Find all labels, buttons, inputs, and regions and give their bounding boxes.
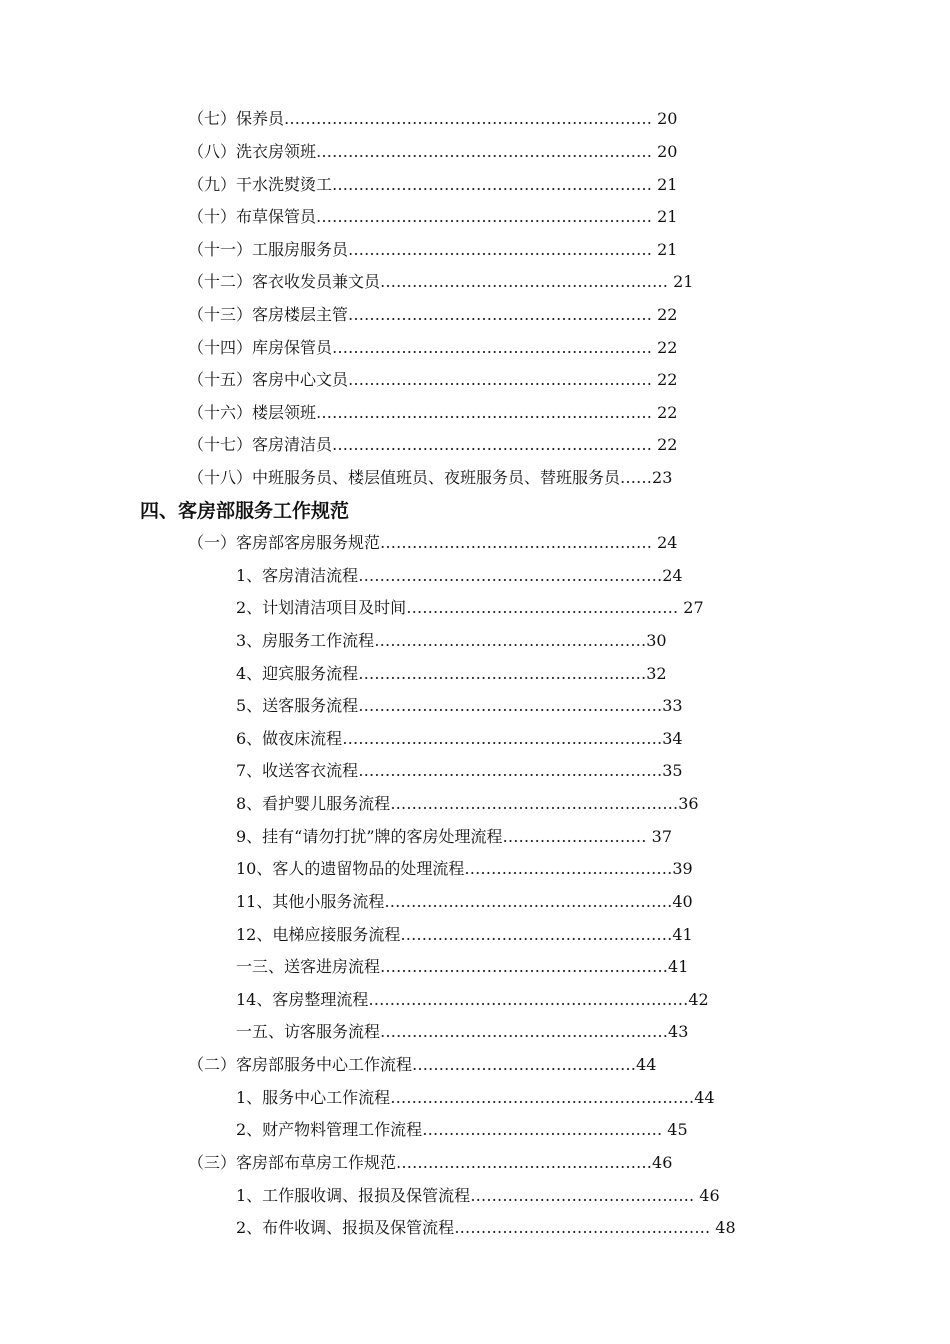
toc-page-number: 20 — [657, 109, 678, 128]
toc-entry-title: 5、送客服务流程 — [236, 696, 359, 715]
toc-entry-title: 6、做夜床流程 — [236, 729, 343, 748]
toc-entry-title: 一三、送客进房流程 — [236, 957, 381, 976]
toc-entry — [188, 204, 768, 230]
toc-entry-title: 3、房服务工作流程 — [236, 631, 375, 650]
toc-entry-title: 2、财产物料管理工作流程 — [236, 1120, 423, 1139]
toc-entry — [188, 139, 768, 165]
toc-entry — [188, 432, 768, 458]
dot-leader: …………………………………………… — [374, 631, 647, 650]
toc-entry — [236, 889, 776, 915]
toc-entry — [188, 1150, 768, 1176]
toc-entry — [188, 335, 768, 361]
dot-leader: ………………………………………………… — [358, 761, 663, 780]
toc-entry — [236, 1183, 776, 1209]
dot-leader: ……………………………………………… — [380, 1022, 669, 1041]
toc-entry-title: （十八）中班服务员、楼层值班员、夜班服务员、替班服务员 — [188, 468, 621, 487]
toc-entry — [236, 1019, 776, 1045]
toc-page-number: 45 — [667, 1120, 688, 1139]
toc-page-number: 21 — [657, 175, 678, 194]
toc-page-number: 44 — [636, 1055, 657, 1074]
toc-page-number: 24 — [657, 533, 678, 552]
toc-page-number: 24 — [662, 566, 683, 585]
toc-page-number: 22 — [657, 305, 678, 324]
dot-leader: ……………………………………………… — [358, 664, 647, 683]
dot-leader: …………………………………………………… — [332, 338, 658, 357]
dot-leader: …………………………………………… — [406, 598, 684, 617]
dot-leader: …………………………………………………… — [342, 729, 663, 748]
toc-page-number: 43 — [668, 1022, 689, 1041]
toc-entry — [188, 530, 768, 556]
toc-page-number: 44 — [694, 1088, 715, 1107]
toc-page-number: 21 — [673, 272, 694, 291]
dot-leader: ………………………………… — [464, 859, 673, 878]
dot-leader: ………………………………………… — [396, 1153, 653, 1172]
toc-entry — [188, 237, 768, 263]
toc-page-number: 21 — [657, 207, 678, 226]
toc-entry-title: （十）布草保管员 — [188, 207, 317, 226]
dot-leader: …………………………………………………………… — [284, 109, 658, 128]
toc-page-number: 40 — [672, 892, 693, 911]
dot-leader: ………………………………………………… — [358, 566, 663, 585]
dot-leader: ………………………………………………… — [348, 370, 658, 389]
dot-leader: ……………………………………………………… — [316, 142, 658, 161]
toc-entry-title: （十二）客衣收发员兼文员 — [188, 272, 381, 291]
toc-entry-title: 7、收送客衣流程 — [236, 761, 359, 780]
toc-entry — [188, 465, 768, 491]
toc-entry-title: 9、挂有“请勿打扰”牌的客房处理流程 — [236, 827, 503, 846]
toc-entry-title: 14、客房整理流程 — [236, 990, 369, 1009]
toc-page-number: 32 — [646, 664, 667, 683]
toc-entry-title: 2、布件收调、报损及保管流程 — [236, 1218, 455, 1237]
toc-entry-title: （二）客房部服务中心工作流程 — [188, 1055, 413, 1074]
toc-page-number: 37 — [651, 827, 672, 846]
dot-leader: ……………………………………………… — [384, 892, 673, 911]
toc-entry — [188, 302, 768, 328]
dot-leader: ……………………… — [502, 827, 652, 846]
dot-leader: ……………………………………………… — [380, 272, 674, 291]
toc-entry — [236, 1215, 776, 1241]
toc-entry-title: （三）客房部布草房工作规范 — [188, 1153, 397, 1172]
toc-entry — [236, 595, 776, 621]
toc-entry-title: 一五、访客服务流程 — [236, 1022, 381, 1041]
toc-entry-title: 8、看护婴儿服务流程 — [236, 794, 391, 813]
toc-page-number: 36 — [678, 794, 699, 813]
toc-entry — [188, 172, 768, 198]
dot-leader: ……………………………………………………… — [316, 207, 658, 226]
toc-entry-title: 10、客人的遗留物品的处理流程 — [236, 859, 465, 878]
dot-leader: …………………………………… — [470, 1186, 700, 1205]
toc-page-number: 22 — [657, 370, 678, 389]
toc-entry-title: （一）客房部客房服务规范 — [188, 533, 381, 552]
toc-entry — [188, 367, 768, 393]
toc-entry — [236, 628, 776, 654]
toc-entry — [236, 758, 776, 784]
toc-entry-title: （九）干水洗熨烫工 — [188, 175, 333, 194]
toc-entry — [236, 987, 776, 1013]
toc-entry-title: （十一）工服房服务员 — [188, 240, 349, 259]
toc-page-number: 48 — [715, 1218, 736, 1237]
dot-leader: ……………………………………………… — [390, 794, 679, 813]
toc-entry — [236, 693, 776, 719]
toc-entry — [188, 1052, 768, 1078]
dot-leader: …………………………………………………… — [332, 435, 658, 454]
toc-page-number: 41 — [672, 925, 693, 944]
toc-entry — [236, 824, 776, 850]
toc-entry-title: 11、其他小服务流程 — [236, 892, 385, 911]
toc-entry — [236, 954, 776, 980]
toc-page-number: 46 — [699, 1186, 720, 1205]
dot-leader: …………………………………… — [412, 1055, 637, 1074]
toc-page-number: 20 — [657, 142, 678, 161]
toc-entry — [236, 563, 776, 589]
toc-entry-title: （十七）客房清洁员 — [188, 435, 333, 454]
toc-entry — [236, 1085, 776, 1111]
dot-leader: …… — [620, 468, 653, 487]
toc-entry — [236, 1117, 776, 1143]
toc-page-number: 21 — [657, 240, 678, 259]
toc-page-number: 22 — [657, 435, 678, 454]
toc-page-number: 27 — [683, 598, 704, 617]
dot-leader: …………………………………………… — [400, 925, 673, 944]
toc-entry-title: （十六）楼层领班 — [188, 403, 317, 422]
toc-entry — [188, 400, 768, 426]
toc-page-number: 42 — [688, 990, 709, 1009]
toc-entry — [236, 661, 776, 687]
toc-page-number: 30 — [646, 631, 667, 650]
toc-entry-title: 1、工作服收调、报损及保管流程 — [236, 1186, 471, 1205]
toc-entry-title: （十三）客房楼层主管 — [188, 305, 349, 324]
toc-page-number: 22 — [657, 403, 678, 422]
dot-leader: ……………………………………… — [422, 1120, 668, 1139]
toc-entry-title: 12、电梯应接服务流程 — [236, 925, 401, 944]
dot-leader: ………………………………………………… — [348, 305, 658, 324]
toc-entry — [236, 922, 776, 948]
section-heading: 四、客房部服务工作规范 — [140, 500, 350, 522]
toc-entry — [236, 856, 776, 882]
toc-entry-title: 1、客房清洁流程 — [236, 566, 359, 585]
toc-entry-title: （八）洗衣房领班 — [188, 142, 317, 161]
dot-leader: ………………………………………………… — [390, 1088, 695, 1107]
toc-entry — [236, 791, 776, 817]
toc-page-number: 34 — [662, 729, 683, 748]
toc-page-number: 23 — [652, 468, 673, 487]
dot-leader: ………………………………………………… — [358, 696, 663, 715]
toc-entry — [188, 106, 768, 132]
toc-entry-title: （十四）库房保管员 — [188, 338, 333, 357]
toc-page-number: 33 — [662, 696, 683, 715]
toc-entry-title: 1、服务中心工作流程 — [236, 1088, 391, 1107]
dot-leader: ………………………………………… — [454, 1218, 716, 1237]
toc-entry — [236, 726, 776, 752]
toc-page-number: 41 — [668, 957, 689, 976]
toc-entry-title: （十五）客房中心文员 — [188, 370, 349, 389]
toc-entry-title: 2、计划清洁项目及时间 — [236, 598, 407, 617]
toc-entry-title: （七）保养员 — [188, 109, 285, 128]
dot-leader: …………………………………………………… — [368, 990, 689, 1009]
dot-leader: …………………………………………… — [380, 533, 658, 552]
toc-page-number: 39 — [672, 859, 693, 878]
dot-leader: ……………………………………………… — [380, 957, 669, 976]
dot-leader: …………………………………………………… — [332, 175, 658, 194]
toc-page-number: 22 — [657, 338, 678, 357]
toc-entry-title: 4、迎宾服务流程 — [236, 664, 359, 683]
toc-page-number: 35 — [662, 761, 683, 780]
dot-leader: ………………………………………………… — [348, 240, 658, 259]
dot-leader: ……………………………………………………… — [316, 403, 658, 422]
toc-entry — [188, 269, 768, 295]
toc-page-number: 46 — [652, 1153, 673, 1172]
